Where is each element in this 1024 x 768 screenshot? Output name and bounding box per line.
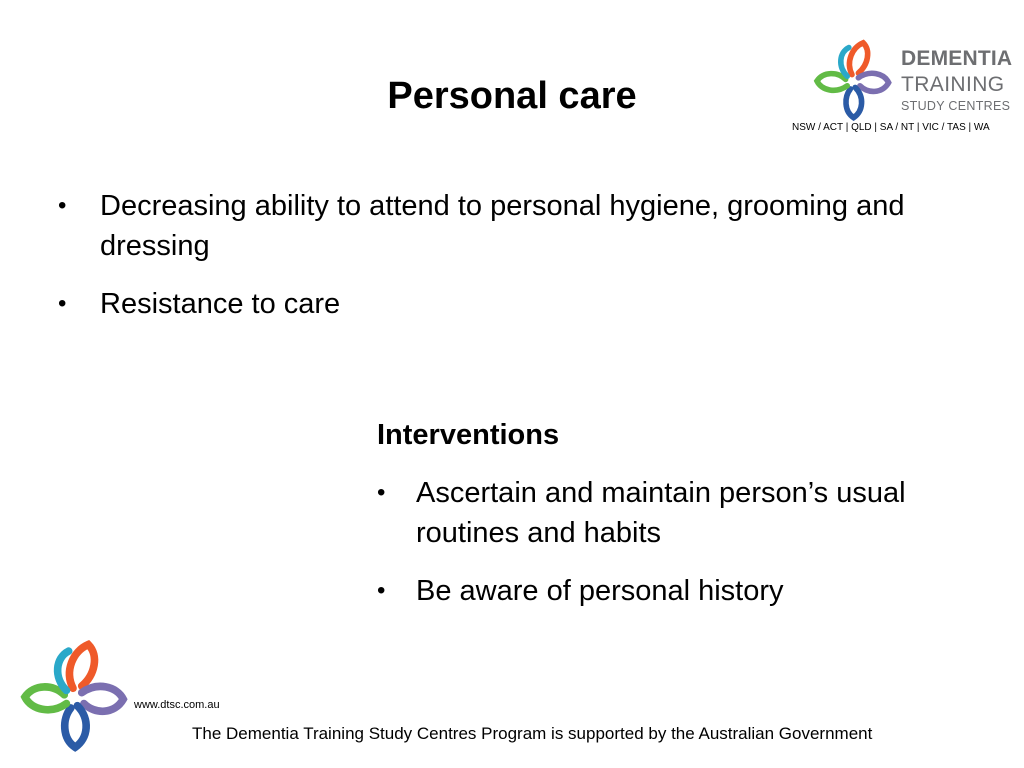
states-list: NSW / ACT | QLD | SA / NT | VIC / TAS | WA — [792, 122, 990, 133]
bullet-marker: • — [58, 192, 67, 219]
list-item — [58, 284, 938, 324]
slide-title: Personal care — [387, 75, 637, 117]
brand-line-2: TRAINING — [901, 73, 1005, 96]
dtsc-flower-logo-bottom-icon — [14, 638, 132, 756]
list-item — [377, 571, 997, 611]
list-item — [377, 473, 997, 553]
main-bullet-list — [58, 186, 938, 342]
footer-text: The Dementia Training Study Centres Program is supported by the Australian Government — [192, 724, 873, 743]
dtsc-brand-text — [901, 48, 1011, 113]
bullet-text: Ascertain and maintain person’s usual routines and habits — [416, 477, 906, 549]
bullet-text: Resistance to care — [100, 288, 341, 320]
list-item — [58, 186, 938, 266]
website-link[interactable]: www.dtsc.com.au — [134, 699, 220, 711]
brand-line-3: STUDY CENTRES — [901, 99, 1011, 113]
bullet-text: Decreasing ability to attend to personal hygiene, grooming and dressing — [100, 190, 905, 262]
bullet-text: Be aware of personal history — [416, 575, 784, 607]
interventions-list — [377, 473, 997, 629]
brand-line-1: DEMENTIA — [901, 47, 1013, 70]
dtsc-flower-logo-icon — [812, 38, 892, 124]
bullet-marker: • — [377, 479, 386, 506]
bullet-marker: • — [58, 290, 67, 317]
bullet-marker: • — [377, 577, 386, 604]
interventions-heading: Interventions — [377, 419, 560, 451]
